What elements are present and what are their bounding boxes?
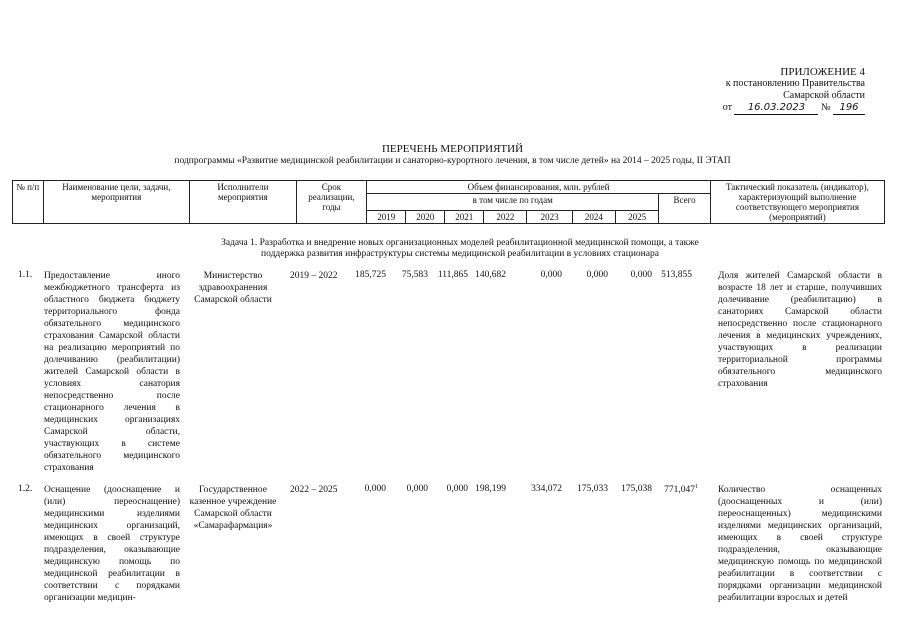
row-value-2020: 0,000	[406, 484, 428, 494]
header-total: Всего	[659, 194, 711, 224]
row-value-2019: 0,000	[364, 484, 386, 494]
header-by-years: в том числе по годам	[367, 194, 659, 211]
row-value-2019: 185,725	[355, 270, 386, 280]
footnote-mark: 1	[695, 484, 698, 490]
row-value-2020: 75,583	[401, 270, 428, 280]
row-value-2024: 0,000	[586, 270, 608, 280]
row-value-2021: 0,000	[446, 484, 468, 494]
page-subtitle: подпрограммы «Развитие медицинской реабилитации и санаторно-курортного лечения, в том числе детей» на 2014 – 2025 годы, II ЭТАП	[174, 156, 731, 166]
row-indicator: Количество оснащенных (дооснащенных и (или) переоснащенных) медицинскими изделиями медицинских организаций, имеющих в своей структуре подразделения, оказывающие медицинскую помощь по медицинской реабилитации в соответствии с порядками организации медицинской реабилитации взрослых и детей	[718, 485, 882, 603]
header-executor: Исполнители мероприятия	[190, 181, 296, 224]
row-value-2021: 111,865	[437, 270, 468, 280]
decree-date: 16.03.2023	[734, 102, 818, 115]
from-label: от	[722, 102, 732, 113]
decree-number: 196	[833, 102, 865, 115]
row-total-value: 771,047	[664, 485, 695, 496]
appendix-date-line	[665, 102, 865, 115]
row-indicator: Доля жителей Самарской области в возрасте 18 лет и старше, получивших долечивание (реабилитацию) в санаториях Самарской области непосредственно после стационарного лечения в медицинских учреждениях, участвующих в реализации территориальной программы обязательного медицинского страхования	[718, 271, 882, 389]
header-term: Срок реализации, годы	[296, 181, 367, 224]
header-year: 2020	[406, 211, 445, 224]
header-year: 2022	[484, 211, 527, 224]
row-term: 2019 – 2022	[290, 271, 338, 281]
row-total	[654, 484, 698, 495]
row-executor: Министерство здравоохранения Самарской области	[194, 271, 272, 305]
row-term: 2022 – 2025	[290, 485, 338, 495]
row-number: 1.1.	[18, 270, 33, 280]
header-funding: Объем финансирования, млн. рублей	[367, 181, 711, 194]
row-total: 513,855	[661, 270, 692, 280]
row-value-2023: 334,072	[531, 484, 562, 494]
row-value-2025: 0,000	[630, 270, 652, 280]
header-table	[12, 180, 885, 224]
header-indicator: Тактический показатель (индикатор), характеризующий выполнение соответствующего мероприятия (мероприятий)	[710, 181, 884, 224]
row-value-2023: 0,000	[540, 270, 562, 280]
task-heading: Задача 1. Разработка и внедрение новых организационных моделей реабилитационной медицинской помощи, а также поддержка развития инфраструктуры системы медицинской реабилитации в условиях стационара	[221, 238, 699, 259]
row-value-2022: 140,682	[475, 270, 506, 280]
appendix-line2: к постановлению Правительства	[725, 78, 865, 89]
row-number: 1.2.	[18, 484, 33, 494]
row-executor: Государственное казенное учреждение Самарской области «Самарафармация»	[189, 485, 277, 531]
header-year: 2025	[616, 211, 659, 224]
number-label: №	[820, 102, 831, 113]
appendix-title: ПРИЛОЖЕНИЕ 4	[780, 66, 865, 78]
header-name: Наименование цели, задачи, мероприятия	[43, 181, 190, 224]
row-value-2025: 175,038	[621, 484, 652, 494]
row-value-2022: 198,199	[475, 484, 506, 494]
row-name: Оснащение (дооснащение и (или) переоснащение) медицинскими изделиями медицинских организаций, имеющих в своей структуре подразделения, оказывающие медицинскую помощь по медицинской реабилитации в соответствии с порядками организации медицин-	[44, 485, 180, 603]
header-num: № п/п	[13, 181, 44, 224]
appendix-block	[665, 66, 865, 115]
appendix-line3: Самарской области	[783, 90, 865, 101]
row-value-2024: 175,033	[577, 484, 608, 494]
header-year: 2024	[572, 211, 615, 224]
page-title: ПЕРЕЧЕНЬ МЕРОПРИЯТИЙ	[381, 143, 524, 155]
header-year: 2021	[445, 211, 484, 224]
row-name: Предоставление иного межбюджетного трансферта из областного бюджета бюджету территориального фонда обязательного медицинского страхования Самарской области на реализацию мероприятий по долечиванию (реабилитации) жителей Самарской области в условиях санатория непосредственно после стационарного лечения в медицинских организациях Самарской области, участвующих в системе обязательного медицинского страхования	[44, 271, 180, 473]
header-year: 2023	[527, 211, 572, 224]
header-year: 2019	[367, 211, 406, 224]
